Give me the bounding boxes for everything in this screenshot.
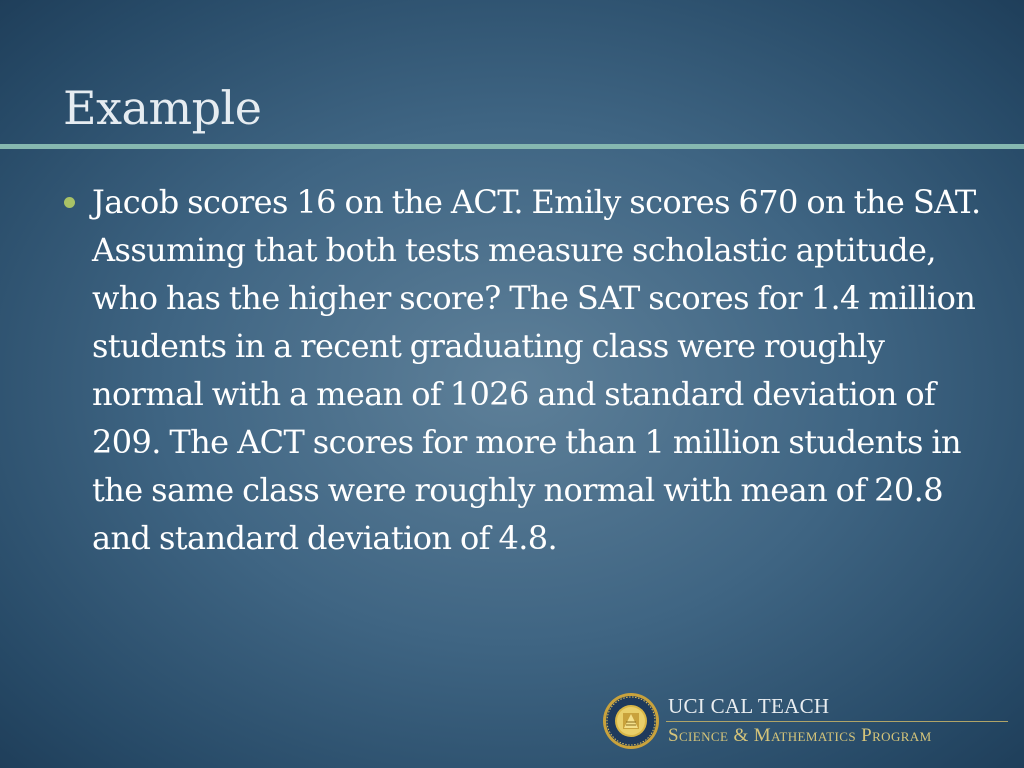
logo-divider xyxy=(666,721,1008,722)
slide-body xyxy=(62,178,982,562)
slide-title: Example xyxy=(63,81,262,135)
bullet-dot-icon xyxy=(64,197,75,208)
title-divider xyxy=(0,144,1024,149)
bullet-text: Jacob scores 16 on the ACT. Emily scores 670 on the SAT. Assuming that both tests measure scholastic aptitude, who has the higher score? The SAT scores for 1.4 million students in a recent graduating class were roughly normal with a mean of 1026 and standard deviation of 209. The ACT scores for more than 1 million students in the same class were roughly normal with mean of 20.8 and standard deviation of 4.8. xyxy=(92,183,981,557)
program-logo xyxy=(602,692,1012,752)
logo-program-name: UCI CAL TEACH xyxy=(668,694,830,718)
bullet-item xyxy=(62,178,982,562)
university-seal-icon xyxy=(602,692,660,750)
logo-program-subtitle: Science & Mathematics Program xyxy=(668,725,932,746)
